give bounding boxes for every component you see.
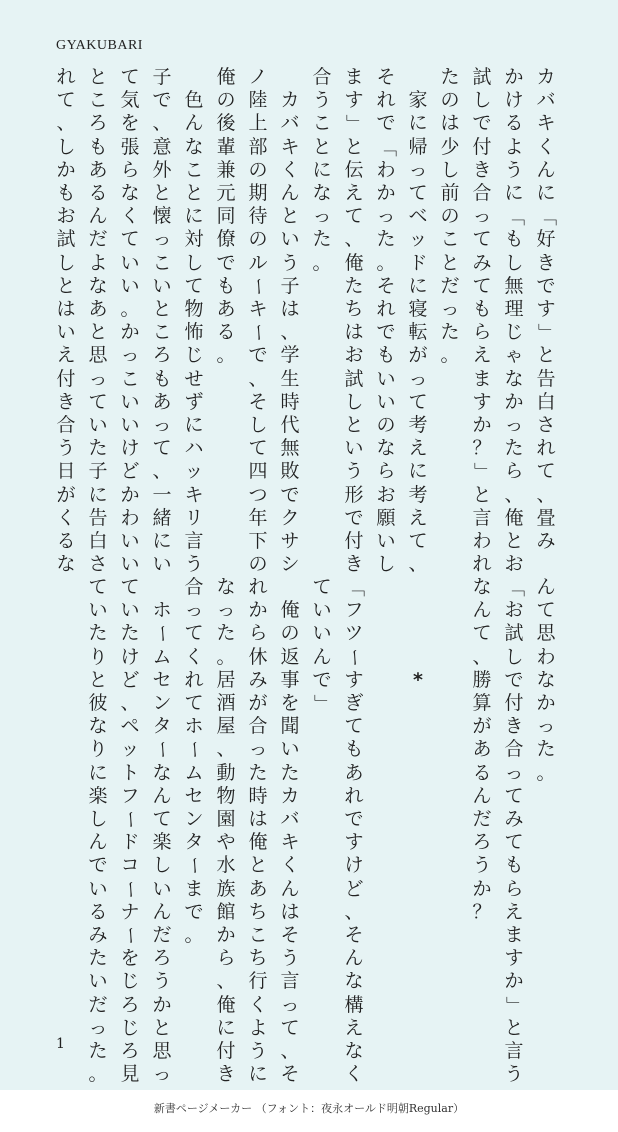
text-bottom-column: *: [413, 668, 423, 691]
text-bottom-column: て い た り と 彼 な り に 楽 し ん で い る み た い だ っ た 。: [88, 576, 108, 1086]
text-top-column: ま す 」 と 伝 え て 、 俺 た ち は お 試 し と い う 形 で 付 き: [343, 66, 366, 576]
text-top-column: れ て 、 し か も お 試 し と は い え 付 き 合 う 日 が く る な: [56, 66, 76, 576]
text-bottom-column: て い た け ど 、 ペ ッ ト フ ー ド コ ー ナ ー を じ ろ じ ろ 見: [119, 576, 142, 1086]
text-top-column: カ バ キ く ん に 「 好 き で す 」 と 告 白 さ れ て 、 畳 み: [535, 66, 558, 553]
text-bottom-column: れ か ら 休 み が 合 っ た 時 は 俺 と あ ち こ ち 行 く よ う に: [248, 576, 268, 1086]
text-top-column: 合 う こ と に な っ た 。: [312, 66, 332, 274]
page-title: GYAKUBARI: [56, 38, 143, 53]
text-bottom-column: な っ た 。 居 酒 屋 、 動 物 園 や 水 族 館 か ら 、 俺 に 付 き: [216, 576, 236, 1086]
page-number: 1: [56, 1036, 65, 1052]
text-block-bottom: [82, 576, 562, 1086]
text-top-column: そ れ で 「 わ か っ た 。 そ れ で も い い の な ら お 願 い し: [375, 66, 398, 576]
text-bottom-column: な ん て 、 勝 算 が あ る ん だ ろ う か ？: [472, 576, 492, 923]
text-bottom-column: 合 っ て く れ て ホ ー ム セ ン タ ー ま で 。: [183, 576, 206, 947]
text-top-column: た の は 少 し 前 の こ と だ っ た 。: [440, 66, 460, 367]
text-top-column: て 気 を 張 ら な く て い い 。 か っ こ い い け ど か わ い い: [120, 66, 140, 576]
text-block-top: [50, 66, 562, 576]
text-top-column: 家 に 帰 っ て ベ ッ ド に 寝 転 が っ て 考 え に 考 え て 、: [408, 89, 428, 576]
text-bottom-column: [370, 576, 402, 996]
text-top-column: 子 で 、 意 外 と 懐 っ こ い と こ ろ も あ っ て 、 一 緒 に い: [152, 66, 172, 576]
text-bottom-column: 「 フ ツ ー す ぎ て も あ れ で す け ど 、 そ ん な 構 え な く: [343, 578, 366, 1086]
text-top-column: 色 ん な こ と に 対 し て 物 怖 じ せ ず に ハ ッ キ リ 言 う: [184, 89, 204, 576]
text-bottom-column: て い い ん で 」: [311, 576, 334, 714]
text-top-column: カ バ キ く ん と い う 子 は 、 学 生 時 代 無 敗 で ク サ シ: [280, 89, 300, 576]
text-top-column: と こ ろ も あ る ん だ よ な あ と 思 っ て い た 子 に 告 白 さ: [88, 66, 108, 576]
text-bottom-column: 俺 の 返 事 を 聞 い た カ バ キ く ん は そ う 言 っ て 、 そ: [280, 599, 300, 1086]
text-bottom-column: ホ ー ム セ ン タ ー な ん て 楽 し い ん だ ろ う か と 思 っ: [151, 599, 174, 1086]
text-top-column: 俺 の 後 輩 兼 元 同 僚 で も あ る 。: [216, 66, 236, 367]
text-top-column: か け る よ う に 「 も し 無 理 じ ゃ な か っ た ら 、 俺 と お: [503, 66, 526, 576]
text-bottom-column: [434, 576, 466, 996]
text-bottom-column: 「 お 試 し で 付 き 合 っ て み て も ら え ま す か 」 と 言 う: [503, 578, 526, 1086]
text-top-column: 試 し で 付 き 合 っ て み て も ら え ま す か ？ 」 と 言 わ れ: [471, 66, 494, 576]
text-bottom-column: ん て 思 わ な か っ た 。: [536, 576, 556, 784]
text-top-column: ノ 陸 上 部 の 期 待 の ル ー キ ー で 、 そ し て 四 つ 年 下 の: [247, 66, 270, 576]
footer-credit: 新書ページメーカー （フォント：夜永オールド明朝Regular）: [153, 1102, 465, 1115]
